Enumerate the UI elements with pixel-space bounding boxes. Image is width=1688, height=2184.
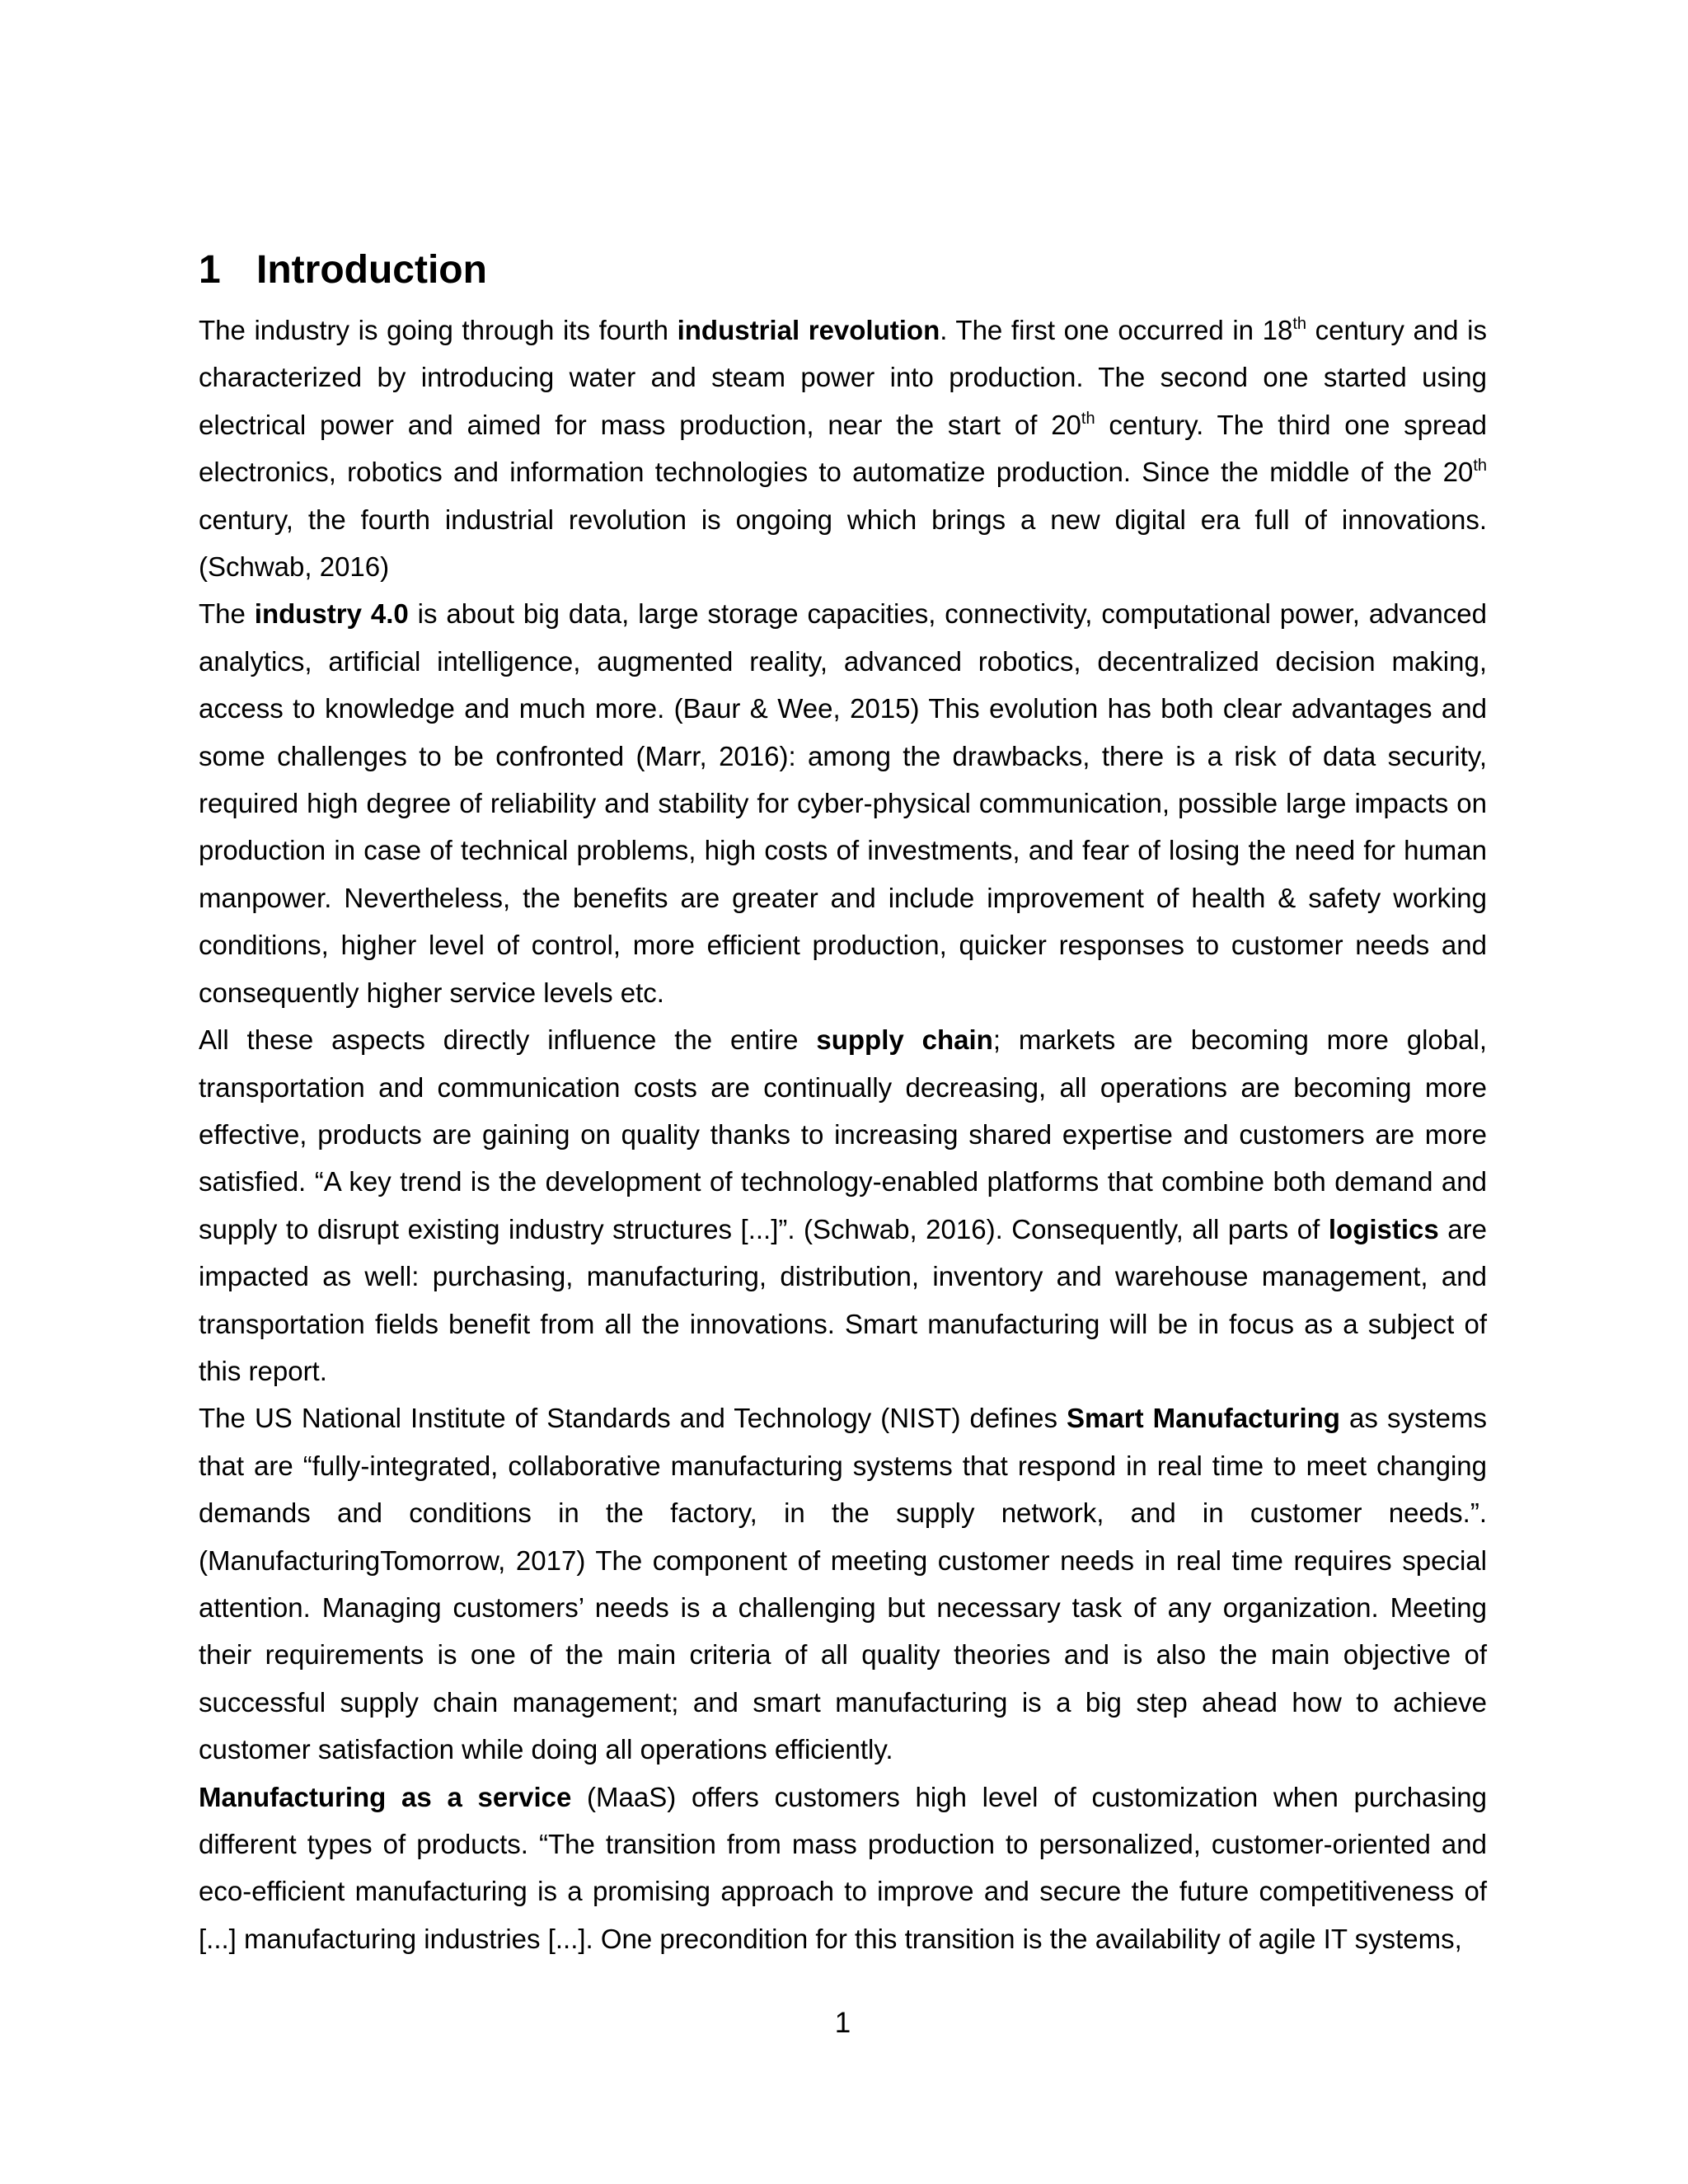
paragraph-supply-chain (199, 1016, 1487, 1394)
text-run: century and is characterized by introducing water and steam power into production. The second one started using electrical power and aimed for mass production, near the start of 20 (199, 315, 1487, 440)
text-run: The (199, 598, 255, 630)
body-text (199, 307, 1487, 1962)
superscript: th (1081, 409, 1095, 428)
text-run: ; markets are becoming more global, transportation and communication costs are continually decreasing, all operations are becoming more effective, products are gaining on quality thanks to increasing shared expertise and customers are more satisfied. “A key trend is the development of technology-enabled platforms that combine both demand and supply to disrupt existing industry structures [...]”. (Schwab, 2016). Consequently, all parts of (199, 1024, 1487, 1244)
paragraph-smart-manufacturing (199, 1394, 1487, 1773)
text-run: is about big data, large storage capacities, connectivity, computational power, advanced analytics, artificial intelligence, augmented reality, advanced robotics, decentralized decision making, access to knowledge and much more. (Baur & Wee, 2015) This evolution has both clear advantages and some challenges to be confronted (Marr, 2016): among the drawbacks, there is a risk of data security, required high degree of reliability and stability for cyber-physical communication, possible large impacts on production in case of technical problems, high costs of investments, and fear of losing the need for human manpower. Nevertheless, the benefits are greater and include improvement of health & safety working conditions, higher level of control, more efficient production, quicker responses to customer needs and consequently higher service levels etc. (199, 598, 1487, 1008)
text-run: All these aspects directly influence the entire (199, 1024, 817, 1056)
superscript: th (1473, 457, 1487, 476)
bold-term: supply chain (816, 1024, 993, 1056)
bold-term: industrial revolution (677, 315, 940, 345)
text-run: as systems that are “fully-integrated, collaborative manufacturing systems that respond in real time to meet changing demands and conditions in the factory, in the supply network, and in customer needs.”. (ManufacturingTomorrow, 2017) The component of meeting customer needs in real time requires special attention. Managing customers’ needs is a challenging but necessary task of any organization. Meeting their requirements is one of the main criteria of all quality theories and is also the main objective of successful supply chain management; and smart manufacturing is a big step ahead how to achieve customer satisfaction while doing all operations efficiently. (199, 1403, 1487, 1765)
document-page (199, 0, 1487, 2184)
paragraph-manufacturing-as-a-service (199, 1774, 1487, 1963)
paragraph-industry-4-0 (199, 590, 1487, 1016)
text-run: The industry is going through its fourth (199, 315, 678, 345)
text-run: (MaaS) offers customers high level of customization when purchasing different types of products. “The transition from mass production to personalized, customer-oriented and eco-efficient manufacturing is a promising approach to improve and secure the future competitiveness of [...] manufacturing industries [...]. One precondition for this transition is the availability of agile IT systems, (199, 1781, 1487, 1954)
text-run: are impacted as well: purchasing, manufacturing, distribution, inventory and warehouse management, and transportation fields benefit from all the innovations. Smart manufacturing will be in focus as a subject of this report. (199, 1213, 1487, 1386)
text-run: century, the fourth industrial revolution is ongoing which brings a new digital era full of innovations. (Schwab, 2016) (199, 504, 1487, 583)
text-run: The US National Institute of Standards and Technology (NIST) defines (199, 1403, 1067, 1434)
superscript: th (1292, 315, 1307, 333)
paragraph-industrial-revolution (199, 307, 1487, 590)
text-run: . The first one occurred in 18 (940, 315, 1293, 345)
bold-term: Smart Manufacturing (1067, 1403, 1340, 1434)
section-title: Introduction (256, 248, 487, 292)
bold-term: industry 4.0 (254, 598, 409, 630)
bold-term: Manufacturing as a service (199, 1781, 572, 1812)
bold-term: logistics (1328, 1213, 1439, 1244)
section-number: 1 (199, 248, 221, 292)
section-heading (199, 246, 487, 295)
page-number: 1 (834, 2007, 851, 2039)
text-run: century. The third one spread electronics, robotics and information technologies to automatize production. Since the middle of the 20 (199, 409, 1488, 488)
